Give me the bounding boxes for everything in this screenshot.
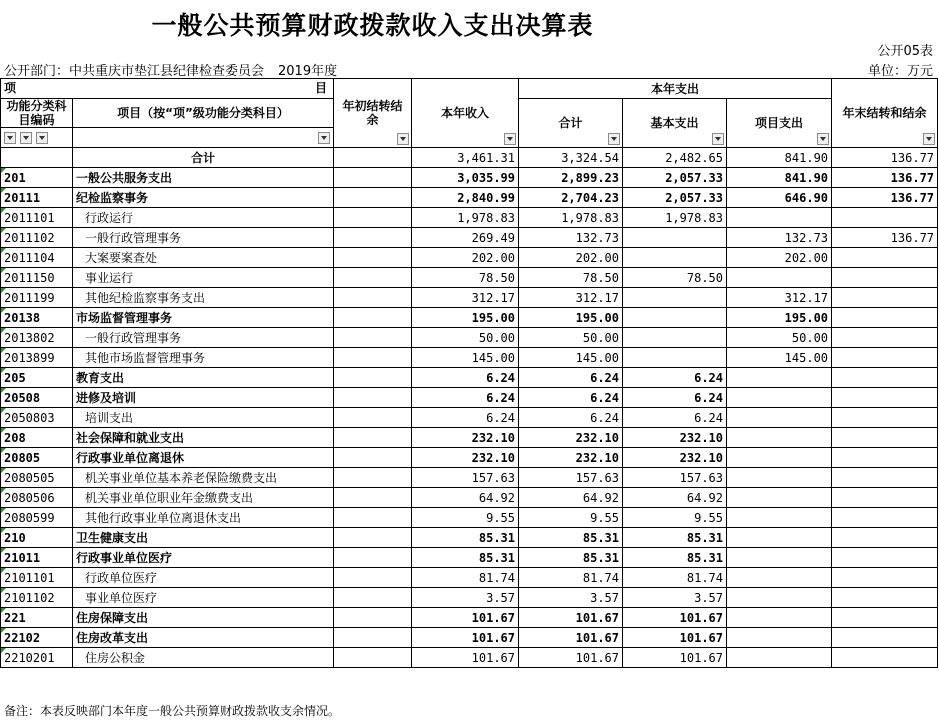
ending-balance-cell (832, 408, 938, 428)
filter-dropdown-icon[interactable] (923, 133, 935, 145)
income-cell: 3.57 (412, 588, 519, 608)
basic-cell: 3.57 (623, 588, 727, 608)
ending-balance-cell (832, 528, 938, 548)
project-cell (727, 528, 832, 548)
basic-cell: 9.55 (623, 508, 727, 528)
table-row (1, 628, 938, 648)
ending-balance-cell (832, 608, 938, 628)
func-code-cell: 2011150 (1, 268, 73, 288)
expense-total-cell: 195.00 (519, 308, 623, 328)
expense-total-cell: 3,324.54 (519, 148, 623, 168)
table-row (1, 508, 938, 528)
expense-total-cell: 2,704.23 (519, 188, 623, 208)
income-cell: 64.92 (412, 488, 519, 508)
ending-balance-cell (832, 468, 938, 488)
basic-cell: 232.10 (623, 448, 727, 468)
project-cell (727, 448, 832, 468)
table-row (1, 648, 938, 668)
income-cell: 232.10 (412, 428, 519, 448)
item-name-cell: 进修及培训 (73, 388, 334, 408)
expense-total-cell: 232.10 (519, 428, 623, 448)
beginning-balance-cell (334, 388, 412, 408)
page-title: 一般公共预算财政拨款收入支出决算表 (151, 11, 594, 40)
basic-cell: 2,057.33 (623, 188, 727, 208)
basic-cell: 232.10 (623, 428, 727, 448)
beginning-balance-cell (334, 268, 412, 288)
basic-cell: 64.92 (623, 488, 727, 508)
project-cell (727, 508, 832, 528)
item-name-cell: 一般行政管理事务 (73, 328, 334, 348)
income-cell: 78.50 (412, 268, 519, 288)
item-name-cell: 大案要案查处 (73, 248, 334, 268)
filter-dropdown-icon[interactable] (504, 133, 516, 145)
filter-dropdown-icon[interactable] (817, 133, 829, 145)
item-name-cell: 教育支出 (73, 368, 334, 388)
expense-total-cell: 101.67 (519, 608, 623, 628)
expense-total-cell: 85.31 (519, 548, 623, 568)
income-cell: 269.49 (412, 228, 519, 248)
basic-cell: 78.50 (623, 268, 727, 288)
expense-total-cell: 101.67 (519, 648, 623, 668)
expense-total-cell: 1,978.83 (519, 208, 623, 228)
income-cell: 6.24 (412, 368, 519, 388)
ending-balance-cell (832, 548, 938, 568)
item-name-cell: 其他纪检监察事务支出 (73, 288, 334, 308)
table-row (1, 248, 938, 268)
item-name-cell: 机关事业单位职业年金缴费支出 (73, 488, 334, 508)
item-name-cell: 其他行政事业单位离退休支出 (73, 508, 334, 528)
func-code-cell: 2011101 (1, 208, 73, 228)
expense-total-cell: 312.17 (519, 288, 623, 308)
func-code-cell: 2101101 (1, 568, 73, 588)
func-code-cell: 205 (1, 368, 73, 388)
table-row (1, 288, 938, 308)
header-item-label: 项 (4, 81, 17, 95)
item-name-cell: 市场监督管理事务 (73, 308, 334, 328)
project-cell (727, 588, 832, 608)
expense-total-cell: 64.92 (519, 488, 623, 508)
item-name-cell: 卫生健康支出 (73, 528, 334, 548)
basic-cell (623, 288, 727, 308)
func-code-cell: 20138 (1, 308, 73, 328)
header-basic-label: 基本支出 (650, 116, 699, 130)
basic-cell: 157.63 (623, 468, 727, 488)
basic-cell: 2,482.65 (623, 148, 727, 168)
project-cell (727, 648, 832, 668)
func-code-cell: 2011102 (1, 228, 73, 248)
income-cell: 1,978.83 (412, 208, 519, 228)
table-row (1, 308, 938, 328)
table-row (1, 568, 938, 588)
table-row (1, 408, 938, 428)
beginning-balance-cell (334, 188, 412, 208)
table-row (1, 588, 938, 608)
item-name-cell: 一般公共服务支出 (73, 168, 334, 188)
project-cell (727, 548, 832, 568)
header-func-code-filters (1, 128, 73, 148)
basic-cell: 6.24 (623, 368, 727, 388)
header-income-label: 本年收入 (440, 106, 489, 120)
func-code-cell: 2011104 (1, 248, 73, 268)
ending-balance-cell (832, 248, 938, 268)
ending-balance-cell (832, 588, 938, 608)
ending-balance-cell (832, 568, 938, 588)
header-project-label: 项目支出 (755, 116, 804, 130)
project-cell (727, 268, 832, 288)
project-cell: 312.17 (727, 288, 832, 308)
project-cell: 841.90 (727, 148, 832, 168)
basic-cell (623, 228, 727, 248)
filter-dropdown-icon[interactable] (20, 132, 32, 144)
func-code-cell: 2013899 (1, 348, 73, 368)
beginning-balance-cell (334, 368, 412, 388)
income-cell: 2,840.99 (412, 188, 519, 208)
table-row (1, 368, 938, 388)
ending-balance-cell (832, 348, 938, 368)
expense-total-cell: 81.74 (519, 568, 623, 588)
func-code-cell: 22102 (1, 628, 73, 648)
func-code-cell: 20111 (1, 188, 73, 208)
func-code-cell (1, 148, 73, 168)
project-cell (727, 608, 832, 628)
item-name-cell: 事业运行 (73, 268, 334, 288)
filter-dropdown-icon[interactable] (318, 132, 330, 144)
item-name-cell: 住房公积金 (73, 648, 334, 668)
beginning-balance-cell (334, 328, 412, 348)
beginning-balance-cell (334, 628, 412, 648)
func-code-cell: 210 (1, 528, 73, 548)
func-code-cell: 201 (1, 168, 73, 188)
project-cell (727, 568, 832, 588)
header-income (412, 79, 519, 148)
income-cell: 9.55 (412, 508, 519, 528)
table-row (1, 268, 938, 288)
beginning-balance-cell (334, 248, 412, 268)
income-cell: 3,035.99 (412, 168, 519, 188)
header-beginning-balance-label: 年初结转结余 (342, 99, 403, 127)
table-row (1, 608, 938, 628)
func-code-cell: 21011 (1, 548, 73, 568)
form-number: 公开05表 (877, 44, 933, 59)
item-name-cell: 行政事业单位离退休 (73, 448, 334, 468)
budget-table (0, 78, 938, 668)
footnote: 备注：本表反映部门本年度一般公共预算财政拨款收支余情况。 (4, 704, 341, 718)
project-cell (727, 368, 832, 388)
item-name-cell: 其他市场监督管理事务 (73, 348, 334, 368)
beginning-balance-cell (334, 528, 412, 548)
beginning-balance-cell (334, 408, 412, 428)
expense-total-cell: 232.10 (519, 448, 623, 468)
table-row (1, 528, 938, 548)
income-cell: 85.31 (412, 528, 519, 548)
basic-cell: 1,978.83 (623, 208, 727, 228)
func-code-cell: 2080599 (1, 508, 73, 528)
ending-balance-cell (832, 268, 938, 288)
expense-total-cell: 50.00 (519, 328, 623, 348)
func-code-cell: 2080506 (1, 488, 73, 508)
item-name-cell: 合计 (73, 148, 334, 168)
project-cell: 646.90 (727, 188, 832, 208)
basic-cell: 6.24 (623, 408, 727, 428)
income-cell: 232.10 (412, 448, 519, 468)
beginning-balance-cell (334, 488, 412, 508)
ending-balance-cell (832, 428, 938, 448)
header-expense-group: 本年支出 (519, 79, 832, 99)
filter-dropdown-icon[interactable] (712, 133, 724, 145)
func-code-cell: 2101102 (1, 588, 73, 608)
basic-cell: 2,057.33 (623, 168, 727, 188)
ending-balance-cell (832, 368, 938, 388)
ending-balance-cell (832, 208, 938, 228)
item-name-cell: 纪检监察事务 (73, 188, 334, 208)
income-cell: 195.00 (412, 308, 519, 328)
basic-cell (623, 348, 727, 368)
ending-balance-cell: 136.77 (832, 188, 938, 208)
basic-cell (623, 328, 727, 348)
basic-cell: 101.67 (623, 628, 727, 648)
item-name-cell: 住房改革支出 (73, 628, 334, 648)
func-code-cell: 221 (1, 608, 73, 628)
table-row (1, 168, 938, 188)
expense-total-cell: 132.73 (519, 228, 623, 248)
basic-cell: 101.67 (623, 608, 727, 628)
table-row (1, 448, 938, 468)
func-code-cell: 2013802 (1, 328, 73, 348)
table-row (1, 388, 938, 408)
header-item-name: 项目（按“项”级功能分类科目） (73, 99, 334, 128)
income-cell: 85.31 (412, 548, 519, 568)
project-cell (727, 208, 832, 228)
item-name-cell: 社会保障和就业支出 (73, 428, 334, 448)
department-line (4, 60, 337, 79)
ending-balance-cell (832, 388, 938, 408)
basic-cell (623, 248, 727, 268)
expense-total-cell: 101.67 (519, 628, 623, 648)
basic-cell: 81.74 (623, 568, 727, 588)
ending-balance-cell (832, 508, 938, 528)
header-expense-total-label: 合计 (558, 116, 583, 130)
beginning-balance-cell (334, 428, 412, 448)
item-name-cell: 行政事业单位医疗 (73, 548, 334, 568)
department-name: 公开部门：中共重庆市垫江县纪律检查委员会 (4, 64, 265, 79)
expense-total-cell: 3.57 (519, 588, 623, 608)
header-ending-balance-label: 年末结转和结余 (842, 106, 927, 120)
func-code-cell: 208 (1, 428, 73, 448)
beginning-balance-cell (334, 288, 412, 308)
item-name-cell: 培训支出 (73, 408, 334, 428)
ending-balance-cell (832, 628, 938, 648)
project-cell: 132.73 (727, 228, 832, 248)
header-project (727, 99, 832, 148)
expense-total-cell: 78.50 (519, 268, 623, 288)
func-code-cell: 2050803 (1, 408, 73, 428)
project-cell (727, 488, 832, 508)
func-code-cell: 2210201 (1, 648, 73, 668)
header-item-right-label: 目 (314, 81, 327, 95)
item-name-cell: 机关事业单位基本养老保险缴费支出 (73, 468, 334, 488)
project-cell (727, 428, 832, 448)
filter-dropdown-icon[interactable] (397, 133, 409, 145)
project-cell: 841.90 (727, 168, 832, 188)
item-name-cell: 住房保障支出 (73, 608, 334, 628)
item-name-cell: 事业单位医疗 (73, 588, 334, 608)
expense-total-cell: 6.24 (519, 408, 623, 428)
ending-balance-cell: 136.77 (832, 148, 938, 168)
func-code-cell: 20805 (1, 448, 73, 468)
project-cell (727, 468, 832, 488)
basic-cell: 6.24 (623, 388, 727, 408)
table-body (1, 148, 938, 668)
ending-balance-cell (832, 488, 938, 508)
ending-balance-cell (832, 448, 938, 468)
beginning-balance-cell (334, 208, 412, 228)
beginning-balance-cell (334, 568, 412, 588)
project-cell (727, 388, 832, 408)
income-cell: 3,461.31 (412, 148, 519, 168)
header-ending-balance (832, 79, 938, 148)
item-name-cell: 行政运行 (73, 208, 334, 228)
project-cell: 50.00 (727, 328, 832, 348)
header-item-group (1, 79, 334, 99)
header-expense-total (519, 99, 623, 148)
ending-balance-cell: 136.77 (832, 168, 938, 188)
filter-dropdown-icon[interactable] (4, 132, 16, 144)
expense-total-cell: 6.24 (519, 368, 623, 388)
expense-total-cell: 157.63 (519, 468, 623, 488)
func-code-cell: 2080505 (1, 468, 73, 488)
unit-label: 单位：万元 (867, 64, 933, 79)
beginning-balance-cell (334, 148, 412, 168)
beginning-balance-cell (334, 168, 412, 188)
expense-total-cell: 6.24 (519, 388, 623, 408)
basic-cell: 85.31 (623, 528, 727, 548)
income-cell: 6.24 (412, 388, 519, 408)
expense-total-cell: 2,899.23 (519, 168, 623, 188)
income-cell: 101.67 (412, 628, 519, 648)
beginning-balance-cell (334, 588, 412, 608)
project-cell: 145.00 (727, 348, 832, 368)
expense-total-cell: 85.31 (519, 528, 623, 548)
table-row (1, 208, 938, 228)
table-row (1, 488, 938, 508)
basic-cell: 101.67 (623, 648, 727, 668)
project-cell (727, 628, 832, 648)
expense-total-cell: 202.00 (519, 248, 623, 268)
basic-cell: 85.31 (623, 548, 727, 568)
header-item-name-filter (73, 128, 334, 148)
beginning-balance-cell (334, 608, 412, 628)
table-row (1, 468, 938, 488)
beginning-balance-cell (334, 228, 412, 248)
beginning-balance-cell (334, 448, 412, 468)
beginning-balance-cell (334, 308, 412, 328)
beginning-balance-cell (334, 648, 412, 668)
table-row (1, 548, 938, 568)
income-cell: 6.24 (412, 408, 519, 428)
income-cell: 101.67 (412, 608, 519, 628)
income-cell: 312.17 (412, 288, 519, 308)
total-row (1, 148, 938, 168)
table-row (1, 228, 938, 248)
filter-dropdown-icon[interactable] (36, 132, 48, 144)
ending-balance-cell (832, 288, 938, 308)
income-cell: 50.00 (412, 328, 519, 348)
expense-total-cell: 9.55 (519, 508, 623, 528)
project-cell (727, 408, 832, 428)
func-code-cell: 2011199 (1, 288, 73, 308)
expense-total-cell: 145.00 (519, 348, 623, 368)
fiscal-year: 2019年度 (278, 64, 338, 79)
item-name-cell: 行政单位医疗 (73, 568, 334, 588)
ending-balance-cell (832, 328, 938, 348)
basic-cell (623, 308, 727, 328)
table-row (1, 428, 938, 448)
project-cell: 195.00 (727, 308, 832, 328)
header-func-code: 功能分类科目编码 (1, 99, 73, 128)
table-row (1, 188, 938, 208)
beginning-balance-cell (334, 348, 412, 368)
ending-balance-cell: 136.77 (832, 228, 938, 248)
beginning-balance-cell (334, 468, 412, 488)
income-cell: 101.67 (412, 648, 519, 668)
item-name-cell: 一般行政管理事务 (73, 228, 334, 248)
income-cell: 157.63 (412, 468, 519, 488)
ending-balance-cell (832, 308, 938, 328)
filter-dropdown-icon[interactable] (608, 133, 620, 145)
header-beginning-balance (334, 79, 412, 148)
table-row (1, 348, 938, 368)
table-row (1, 328, 938, 348)
beginning-balance-cell (334, 508, 412, 528)
func-code-cell: 20508 (1, 388, 73, 408)
beginning-balance-cell (334, 548, 412, 568)
income-cell: 145.00 (412, 348, 519, 368)
ending-balance-cell (832, 648, 938, 668)
income-cell: 202.00 (412, 248, 519, 268)
project-cell: 202.00 (727, 248, 832, 268)
header-basic (623, 99, 727, 148)
income-cell: 81.74 (412, 568, 519, 588)
